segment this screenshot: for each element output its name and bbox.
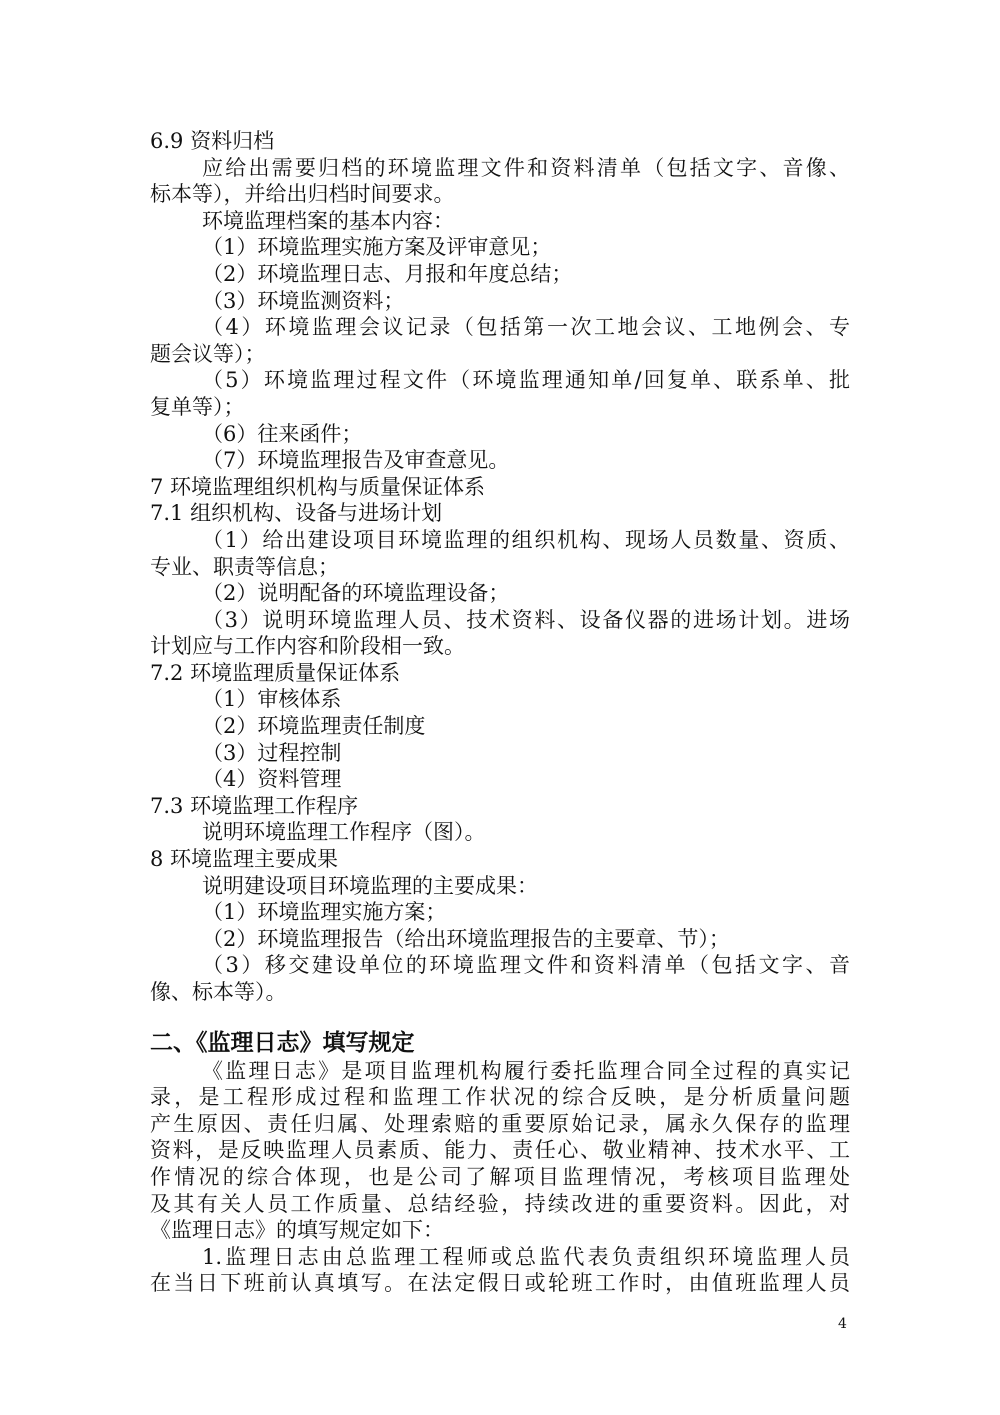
text-line: （1）环境监理实施方案及评审意见； [202,235,552,260]
section-environment-supervision-content [150,128,850,1006]
text-line: （2）说明配备的环境监理设备； [202,581,510,606]
text-line: （5）环境监理过程文件（环境监理通知单/回复单、联系单、批 [202,368,850,393]
text-line: 7 环境监理组织机构与质量保证体系 [150,474,486,499]
text-line: 说明环境监理工作程序（图）。 [202,820,486,845]
text-line: 资料，是反映监理人员素质、能力、责任心、敬业精神、技术水平、工 [150,1138,850,1163]
text-line: 8 环境监理主要成果 [150,847,339,872]
section-heading: 二、《监理日志》填写规定 [150,1029,415,1056]
text-line: 7.1 组织机构、设备与进场计划 [150,501,443,526]
text-line: （3）说明环境监理人员、技术资料、设备仪器的进场计划。进场 [202,607,850,632]
text-line: 7.3 环境监理工作程序 [150,793,359,818]
text-line: 题会议等）； [150,341,266,366]
text-line: 像、标本等）。 [150,980,287,1004]
text-line: （3）移交建设单位的环境监理文件和资料清单（包括文字、音 [202,953,850,978]
text-line: 专业、职责等信息； [150,554,339,579]
text-line: 《监理日志》的填写规定如下： [150,1218,444,1243]
text-line: 产生原因、责任归属、处理索赔的重要原始记录，属永久保存的监理 [150,1111,850,1136]
text-line: 说明建设项目环境监理的主要成果： [202,873,538,898]
text-line: 计划应与工作内容和阶段相一致。 [150,634,465,659]
text-line: （1）环境监理实施方案； [202,900,447,925]
page-content [150,128,850,1297]
section-supervision-log-rules [150,1058,850,1297]
text-line: 应给出需要归档的环境监理文件和资料清单（包括文字、音像、 [202,155,850,180]
text-line: 7.2 环境监理质量保证体系 [150,660,401,685]
text-line: 在当日下班前认真填写。在法定假日或轮班工作时，由值班监理人员 [150,1271,850,1296]
text-line: 6.9 资料归档 [150,129,275,153]
text-line: 录，是工程形成过程和监理工作状况的综合反映，是分析质量问题 [150,1085,850,1110]
text-line: （3）过程控制 [202,740,342,765]
text-line: 标本等），并给出归档时间要求。 [150,182,455,207]
page-number: 4 [838,1316,847,1332]
text-line: 复单等）； [150,394,245,419]
text-line: 环境监理档案的基本内容： [202,208,454,233]
text-line: （3）环境监测资料； [202,288,405,313]
text-line: 《监理日志》是项目监理机构履行委托监理合同全过程的真实记 [202,1058,850,1083]
text-line: 作情况的综合体现，也是公司了解项目监理情况，考核项目监理处 [150,1164,850,1189]
text-line: （1）给出建设项目环境监理的组织机构、现场人员数量、资质、 [202,527,850,552]
text-line: （6）往来函件； [202,421,363,446]
text-line: （2）环境监理责任制度 [202,714,426,739]
text-line: （2）环境监理报告（给出环境监理报告的主要章、节）； [202,926,730,951]
text-line: （7）环境监理报告及审查意见。 [202,448,510,473]
text-line: （4）资料管理 [202,767,342,792]
text-line: 及其有关人员工作质量、总结经验，持续改进的重要资料。因此，对 [150,1191,850,1216]
text-line: （4）环境监理会议记录（包括第一次工地会议、工地例会、专 [202,315,850,340]
text-line: （2）环境监理日志、月报和年度总结； [202,261,573,286]
text-line: 1.监理日志由总监理工程师或总监代表负责组织环境监理人员 [202,1244,850,1269]
text-line: （1）审核体系 [202,687,342,712]
